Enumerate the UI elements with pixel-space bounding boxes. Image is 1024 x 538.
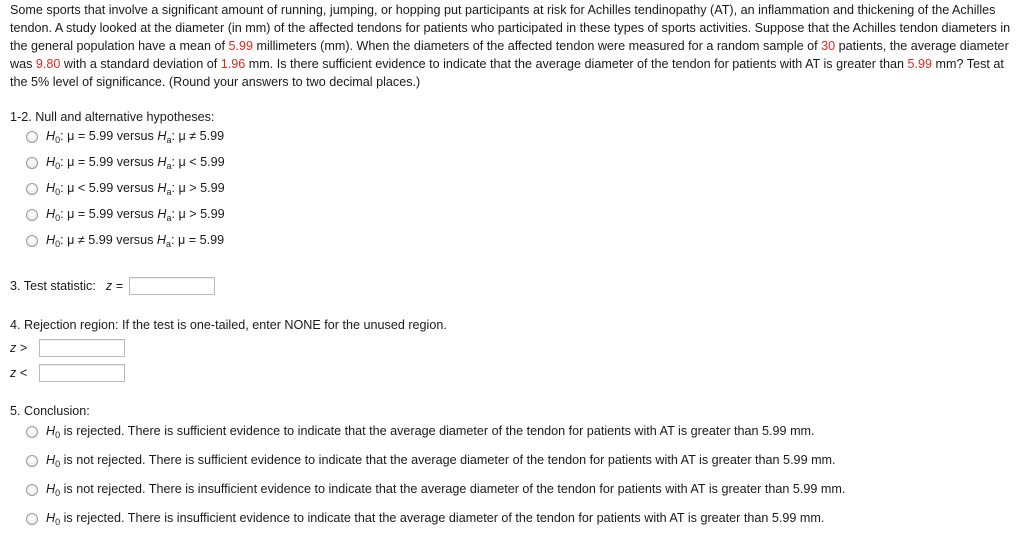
problem-text-1: Some sports that involve a significant amount of running, jumping, or hopping put participants at risk for Achilles tendinopathy (AT), an inflammation and thickening of the Achilles tendon. A study looked at the diameter (in mm) of the affected tendons for patients who participated in these types of sports activities. Suppose that the Achilles tendon diameters in the general population have a mean of [10, 3, 1011, 53]
conclusion-option-3[interactable] [26, 481, 845, 499]
lower-rejection-input[interactable] [39, 364, 125, 382]
z-less-label: z < [10, 366, 28, 380]
problem-text-3: patients, the average diameter was [10, 39, 1009, 71]
test-statistic-input[interactable] [129, 277, 215, 295]
rejection-region-title: 4. Rejection region: If the test is one-tailed, enter NONE for the unused region. [10, 318, 447, 332]
radio-button[interactable] [26, 209, 38, 221]
problem-text-4: with a standard deviation of [60, 57, 221, 71]
std-dev-value: 1.96 [220, 57, 246, 71]
problem-text-6: mm? Test at the 5% level of significance. (Round your answers to two decimal places.) [10, 57, 1004, 89]
conclusion-label: $H_0$ is not rejected. There is sufficient evidence to indicate that the average diameter of the tendon for patients with AT is greater than 5.99 mm. [46, 453, 836, 469]
hypothesis-option-2[interactable] [26, 154, 225, 172]
hypothesis-option-3[interactable] [26, 180, 225, 198]
radio-button[interactable] [26, 455, 38, 467]
hypothesis-option-4[interactable] [26, 206, 225, 224]
conclusion-label: $H_0$ is not rejected. There is insufficient evidence to indicate that the average diameter of the tendon for patients with AT is greater than 5.99 mm. [46, 482, 846, 498]
upper-rejection-input[interactable] [39, 339, 125, 357]
problem-text-2: millimeters (mm). When the diameters of the affected tendon were measured for a random sample of [252, 39, 822, 53]
hypothesis-label: $H_0$: μ ≠ 5.99 versus $H_a$: μ = 5.99 [46, 233, 225, 249]
lower-rejection-row [10, 364, 125, 382]
radio-button[interactable] [26, 157, 38, 169]
problem-statement [10, 1, 1016, 91]
test-statistic-label: 3. Test statistic: [10, 279, 96, 293]
conclusion-option-1[interactable] [26, 423, 815, 441]
hypothesis-label: $H_0$: μ < 5.99 versus $H_a$: μ > 5.99 [46, 181, 225, 197]
sample-mean-value: 9.80 [35, 57, 61, 71]
radio-button[interactable] [26, 484, 38, 496]
population-mean-value: 5.99 [228, 39, 253, 53]
conclusion-title: 5. Conclusion: [10, 404, 90, 418]
hypotheses-title: 1-2. Null and alternative hypotheses: [10, 110, 215, 124]
population-mean-value-repeat: 5.99 [907, 57, 933, 71]
hypothesis-option-1[interactable] [26, 128, 224, 146]
hypothesis-label: $H_0$: μ = 5.99 versus $H_a$: μ ≠ 5.99 [46, 129, 225, 145]
test-statistic-row [10, 277, 215, 295]
conclusion-option-2[interactable] [26, 452, 836, 470]
conclusion-label: $H_0$ is rejected. There is insufficient evidence to indicate that the average diameter of the tendon for patients with AT is greater than 5.99 mm. [46, 511, 825, 527]
conclusion-option-4[interactable] [26, 510, 824, 528]
radio-button[interactable] [26, 131, 38, 143]
conclusion-label: $H_0$ is rejected. There is sufficient evidence to indicate that the average diameter of the tendon for patients with AT is greater than 5.99 mm. [46, 424, 815, 440]
radio-button[interactable] [26, 235, 38, 247]
hypothesis-option-5[interactable] [26, 232, 224, 250]
radio-button[interactable] [26, 183, 38, 195]
hypothesis-label: $H_0$: μ = 5.99 versus $H_a$: μ < 5.99 [46, 155, 225, 171]
hypothesis-label: $H_0$: μ = 5.99 versus $H_a$: μ > 5.99 [46, 207, 225, 223]
upper-rejection-row [10, 339, 125, 357]
radio-button[interactable] [26, 513, 38, 525]
problem-text-5: mm. Is there sufficient evidence to indicate that the average diameter of the tendon for patients with AT is greater than [245, 57, 908, 71]
sample-size-value: 30 [821, 39, 836, 53]
z-equals-label: z = [105, 279, 124, 293]
z-greater-label: z > [10, 341, 28, 355]
radio-button[interactable] [26, 426, 38, 438]
